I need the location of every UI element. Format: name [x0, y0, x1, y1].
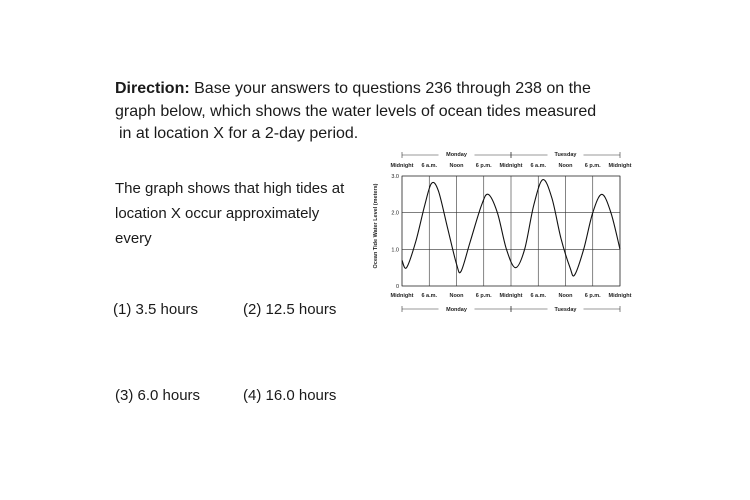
- x-tick-label-top: Midnight: [499, 163, 523, 169]
- question-stem: [115, 176, 365, 251]
- x-tick-label-top: 6 p.m.: [475, 163, 492, 169]
- x-tick-label-bottom: 6 a.m.: [421, 293, 438, 299]
- x-tick-label-top: 6 a.m.: [421, 163, 438, 169]
- x-tick-label-top: Noon: [449, 163, 464, 169]
- direction-text-1: Base your answers to questions 236 through 238 on the: [194, 80, 591, 97]
- bottom-axis-labels: [391, 293, 632, 313]
- choice-number: (3): [115, 387, 134, 404]
- y-tick-label: 1.0: [391, 247, 399, 254]
- direction-line-1: [115, 78, 675, 101]
- y-axis-label: Ocean Tide Water Level (meters): [373, 183, 379, 269]
- x-tick-label-top: Noon: [558, 163, 573, 169]
- choice-number: (4): [243, 387, 262, 404]
- x-tick-label-top: Midnight: [390, 163, 414, 169]
- choice-text: 3.5 hours: [135, 301, 199, 318]
- x-tick-label-bottom: Midnight: [608, 293, 632, 299]
- choice-number: (2): [243, 301, 262, 318]
- x-tick-label-bottom: 6 p.m.: [584, 293, 601, 299]
- chart-grid: [402, 176, 620, 286]
- day-label: Monday: [446, 307, 467, 313]
- y-tick-label: 0: [395, 284, 399, 290]
- day-label: Tuesday: [554, 152, 577, 158]
- top-axis-labels: [391, 151, 632, 169]
- direction-paragraph: [115, 78, 675, 146]
- choice-4[interactable]: [243, 387, 336, 404]
- direction-line-3: in at location X for a 2-day period.: [119, 125, 359, 142]
- x-tick-label-bottom: Midnight: [390, 293, 414, 299]
- stem-line-3: every: [115, 230, 152, 247]
- y-tick-label: 3.0: [391, 174, 399, 180]
- day-label: Monday: [446, 152, 467, 158]
- choice-3[interactable]: [115, 387, 200, 404]
- x-tick-label-bottom: 6 a.m.: [530, 293, 547, 299]
- x-tick-label-top: 6 a.m.: [530, 163, 547, 169]
- x-tick-label-bottom: Noon: [449, 293, 464, 299]
- choice-text: 16.0 hours: [265, 387, 337, 404]
- choice-text: 6.0 hours: [137, 387, 201, 404]
- choice-number: (1): [113, 301, 132, 318]
- stem-line-1: The graph shows that high tides at: [115, 180, 345, 197]
- direction-line-2: graph below, which shows the water levels of ocean tides measured: [115, 102, 597, 120]
- choice-1[interactable]: [113, 301, 198, 318]
- x-tick-label-bottom: 6 p.m.: [475, 293, 492, 299]
- y-tick-label: 2.0: [391, 210, 399, 217]
- direction-label: Direction:: [115, 80, 190, 97]
- x-tick-label-top: 6 p.m.: [584, 163, 601, 169]
- x-tick-label-top: Midnight: [608, 163, 632, 169]
- y-axis: [373, 174, 399, 290]
- x-tick-label-bottom: Midnight: [499, 293, 523, 299]
- tide-chart: [362, 138, 652, 318]
- stem-line-2: location X occur approximately: [115, 205, 320, 222]
- choice-2[interactable]: [243, 301, 336, 318]
- day-label: Tuesday: [554, 307, 577, 313]
- choice-text: 12.5 hours: [265, 301, 337, 318]
- x-tick-label-bottom: Noon: [558, 293, 573, 299]
